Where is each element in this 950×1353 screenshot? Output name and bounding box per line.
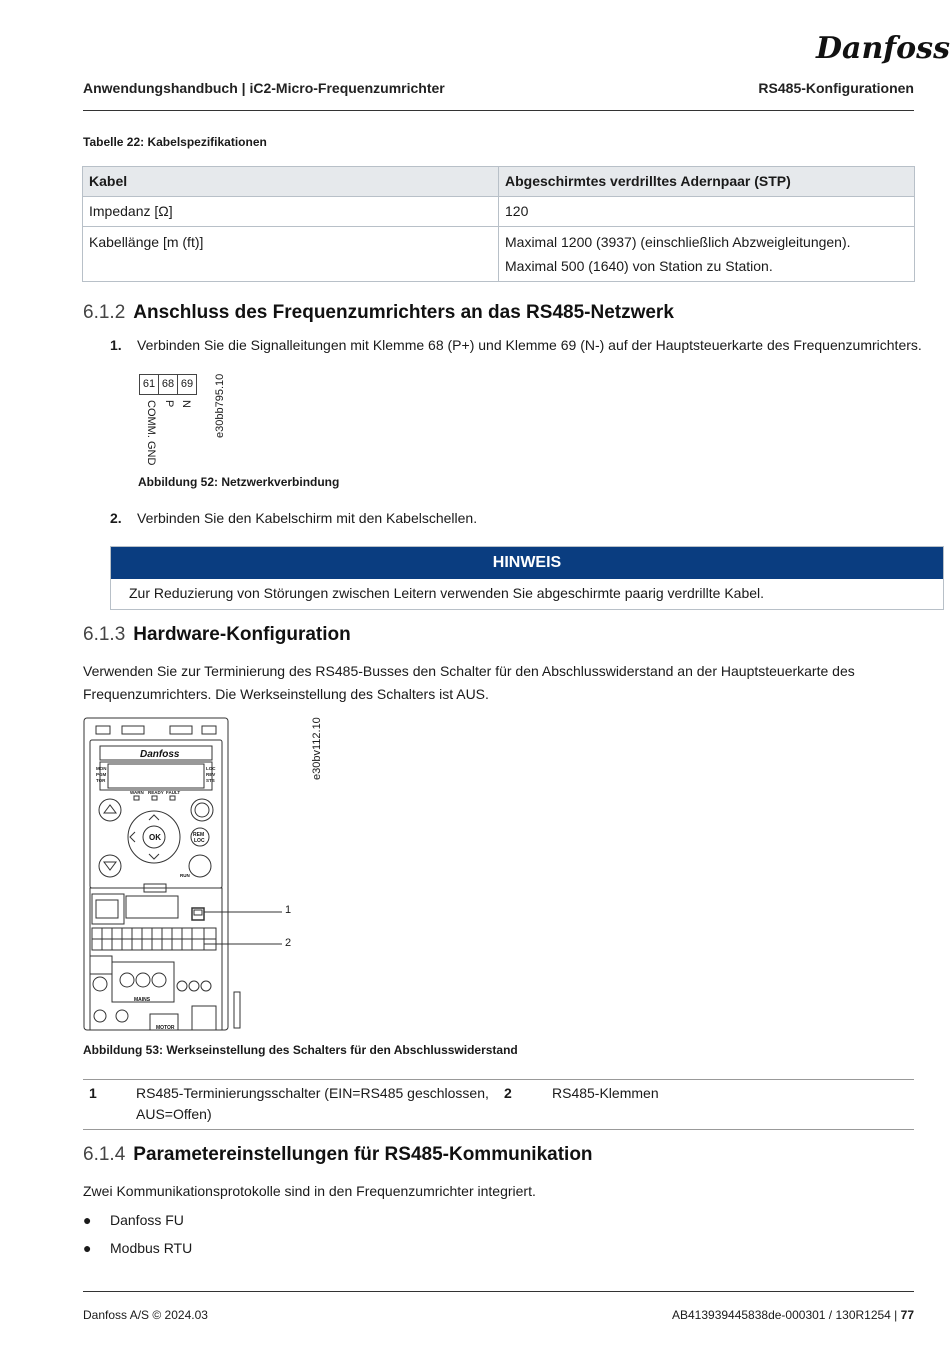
legend-text-line: AUS=Offen) (136, 1106, 212, 1122)
step-text: Verbinden Sie den Kabelschirm mit den Kabelschellen. (137, 510, 478, 526)
legend-bottom-rule (83, 1129, 914, 1130)
header-document-title: Anwendungshandbuch | iC2-Micro-Frequenzumrichter (83, 80, 445, 96)
section-title: Parametereinstellungen für RS485-Kommunikation (133, 1144, 593, 1165)
legend-text-line: RS485-Terminierungsschalter (EIN=RS485 geschlossen, (136, 1085, 489, 1101)
table-cell: Impedanz [Ω] (83, 197, 499, 227)
svg-text:MOTOR: MOTOR (156, 1025, 175, 1031)
step-1 (110, 337, 922, 353)
callout-2: 2 (285, 937, 292, 949)
terminal-label-p: P (163, 400, 175, 408)
figure-caption: Abbildung 52: Netzwerkverbindung (138, 475, 340, 489)
svg-text:LOC: LOC (194, 838, 205, 844)
frequency-converter-drawing (82, 716, 312, 1034)
terminal-block-diagram (139, 374, 197, 395)
cable-spec-table (82, 166, 915, 282)
bullet-icon: ● (83, 1240, 92, 1256)
table-row (83, 197, 915, 227)
svg-text:MON: MON (96, 766, 107, 771)
bullet-icon: ● (83, 1212, 92, 1228)
list-item (83, 1212, 184, 1228)
table-cell-line: Maximal 1200 (3937) (einschließlich Abzweigleitungen). (505, 234, 851, 250)
legend-text (136, 1083, 489, 1125)
svg-text:OK: OK (149, 833, 161, 842)
table-row (83, 227, 915, 282)
table-caption: Tabelle 22: Kabelspezifikationen (83, 135, 267, 149)
section-number: 6.1.3 (83, 624, 126, 645)
svg-text:TOR: TOR (96, 778, 106, 783)
paragraph-line: Frequenzumrichters. Die Werkseinstellung des Schalters ist AUS. (83, 686, 489, 702)
legend-number: 1 (89, 1085, 97, 1101)
svg-text:STS: STS (206, 778, 215, 783)
table-header-cell: Kabel (83, 167, 499, 197)
step-number: 1. (110, 337, 122, 353)
table-header-cell: Abgeschirmtes verdrilltes Adernpaar (STP) (499, 167, 915, 197)
svg-text:MAINS: MAINS (134, 997, 151, 1003)
terminal-68: 68 (159, 375, 178, 394)
figure-code: e30bv112.10 (311, 717, 323, 780)
footer-copyright: Danfoss A/S © 2024.03 (83, 1308, 208, 1322)
table-header-row (83, 167, 915, 197)
terminal-label-n: N (180, 400, 192, 408)
section-heading-6-1-4 (83, 1144, 593, 1166)
svg-text:PGM: PGM (96, 772, 107, 777)
legend-text: RS485-Klemmen (552, 1085, 659, 1101)
section-title: Hardware-Konfiguration (133, 624, 351, 645)
list-item (83, 1240, 192, 1256)
terminal-69: 69 (180, 378, 194, 390)
section-heading-6-1-3 (83, 624, 351, 646)
paragraph: Zwei Kommunikationsprotokolle sind in den Frequenzumrichter integriert. (83, 1183, 536, 1199)
list-item-text: Danfoss FU (110, 1212, 184, 1228)
notice-text: Zur Reduzierung von Störungen zwischen Leitern verwenden Sie abgeschirmte paarig verdrillte Kabel. (129, 585, 765, 601)
table-cell: Kabellänge [m (ft)] (83, 227, 499, 282)
terminal-61: 61 (140, 375, 159, 394)
svg-text:Danfoss: Danfoss (140, 749, 180, 760)
svg-text:WARN: WARN (130, 790, 144, 795)
step-text: Verbinden Sie die Signalleitungen mit Klemme 68 (P+) und Klemme 69 (N-) auf der Hauptsteuerkarte des Frequenzumrichters. (137, 337, 922, 353)
svg-text:READY: READY (148, 790, 164, 795)
section-number: 6.1.2 (83, 302, 126, 323)
paragraph-line: Verwenden Sie zur Terminierung des RS485-Busses den Schalter für den Abschlusswiderstand an der Hauptsteuerkarte des (83, 663, 855, 679)
list-item-text: Modbus RTU (110, 1240, 193, 1256)
legend-top-rule (83, 1079, 914, 1080)
svg-text:REM: REM (193, 832, 205, 838)
svg-text:LOC: LOC (206, 766, 216, 771)
svg-text:REV: REV (206, 772, 216, 777)
header-chapter-title: RS485-Konfigurationen (758, 80, 914, 96)
footer-doc-number: AB413939445838de-000301 / 130R1254 | (671, 1308, 901, 1322)
paragraph (83, 660, 913, 706)
footer-divider (83, 1291, 914, 1292)
danfoss-logo (812, 24, 950, 68)
terminal-label-comm-gnd: COMM. GND (145, 400, 157, 466)
callout-1: 1 (285, 904, 292, 916)
notice-title: HINWEIS (111, 547, 943, 579)
section-number: 6.1.4 (83, 1144, 126, 1165)
section-title: Anschluss des Frequenzumrichters an das RS485-Netzwerk (133, 302, 674, 323)
notice-box (110, 546, 944, 610)
section-heading-6-1-2 (83, 302, 674, 324)
svg-text:FAULT: FAULT (166, 790, 181, 795)
page-number: 77 (900, 1308, 914, 1322)
header-divider (83, 110, 914, 111)
svg-text:RUN: RUN (180, 873, 190, 878)
table-cell-line: Maximal 500 (1640) von Station zu Station. (505, 258, 773, 274)
figure-code: e30bb795.10 (214, 373, 226, 438)
step-number: 2. (110, 510, 122, 526)
legend-number: 2 (504, 1085, 512, 1101)
svg-text:Danfoss: Danfoss (816, 31, 950, 66)
footer-document-id (672, 1308, 914, 1322)
figure-caption: Abbildung 53: Werkseinstellung des Schalters für den Abschlusswiderstand (83, 1043, 518, 1057)
step-2 (110, 510, 477, 526)
table-cell (499, 227, 915, 282)
table-cell: 120 (499, 197, 915, 227)
